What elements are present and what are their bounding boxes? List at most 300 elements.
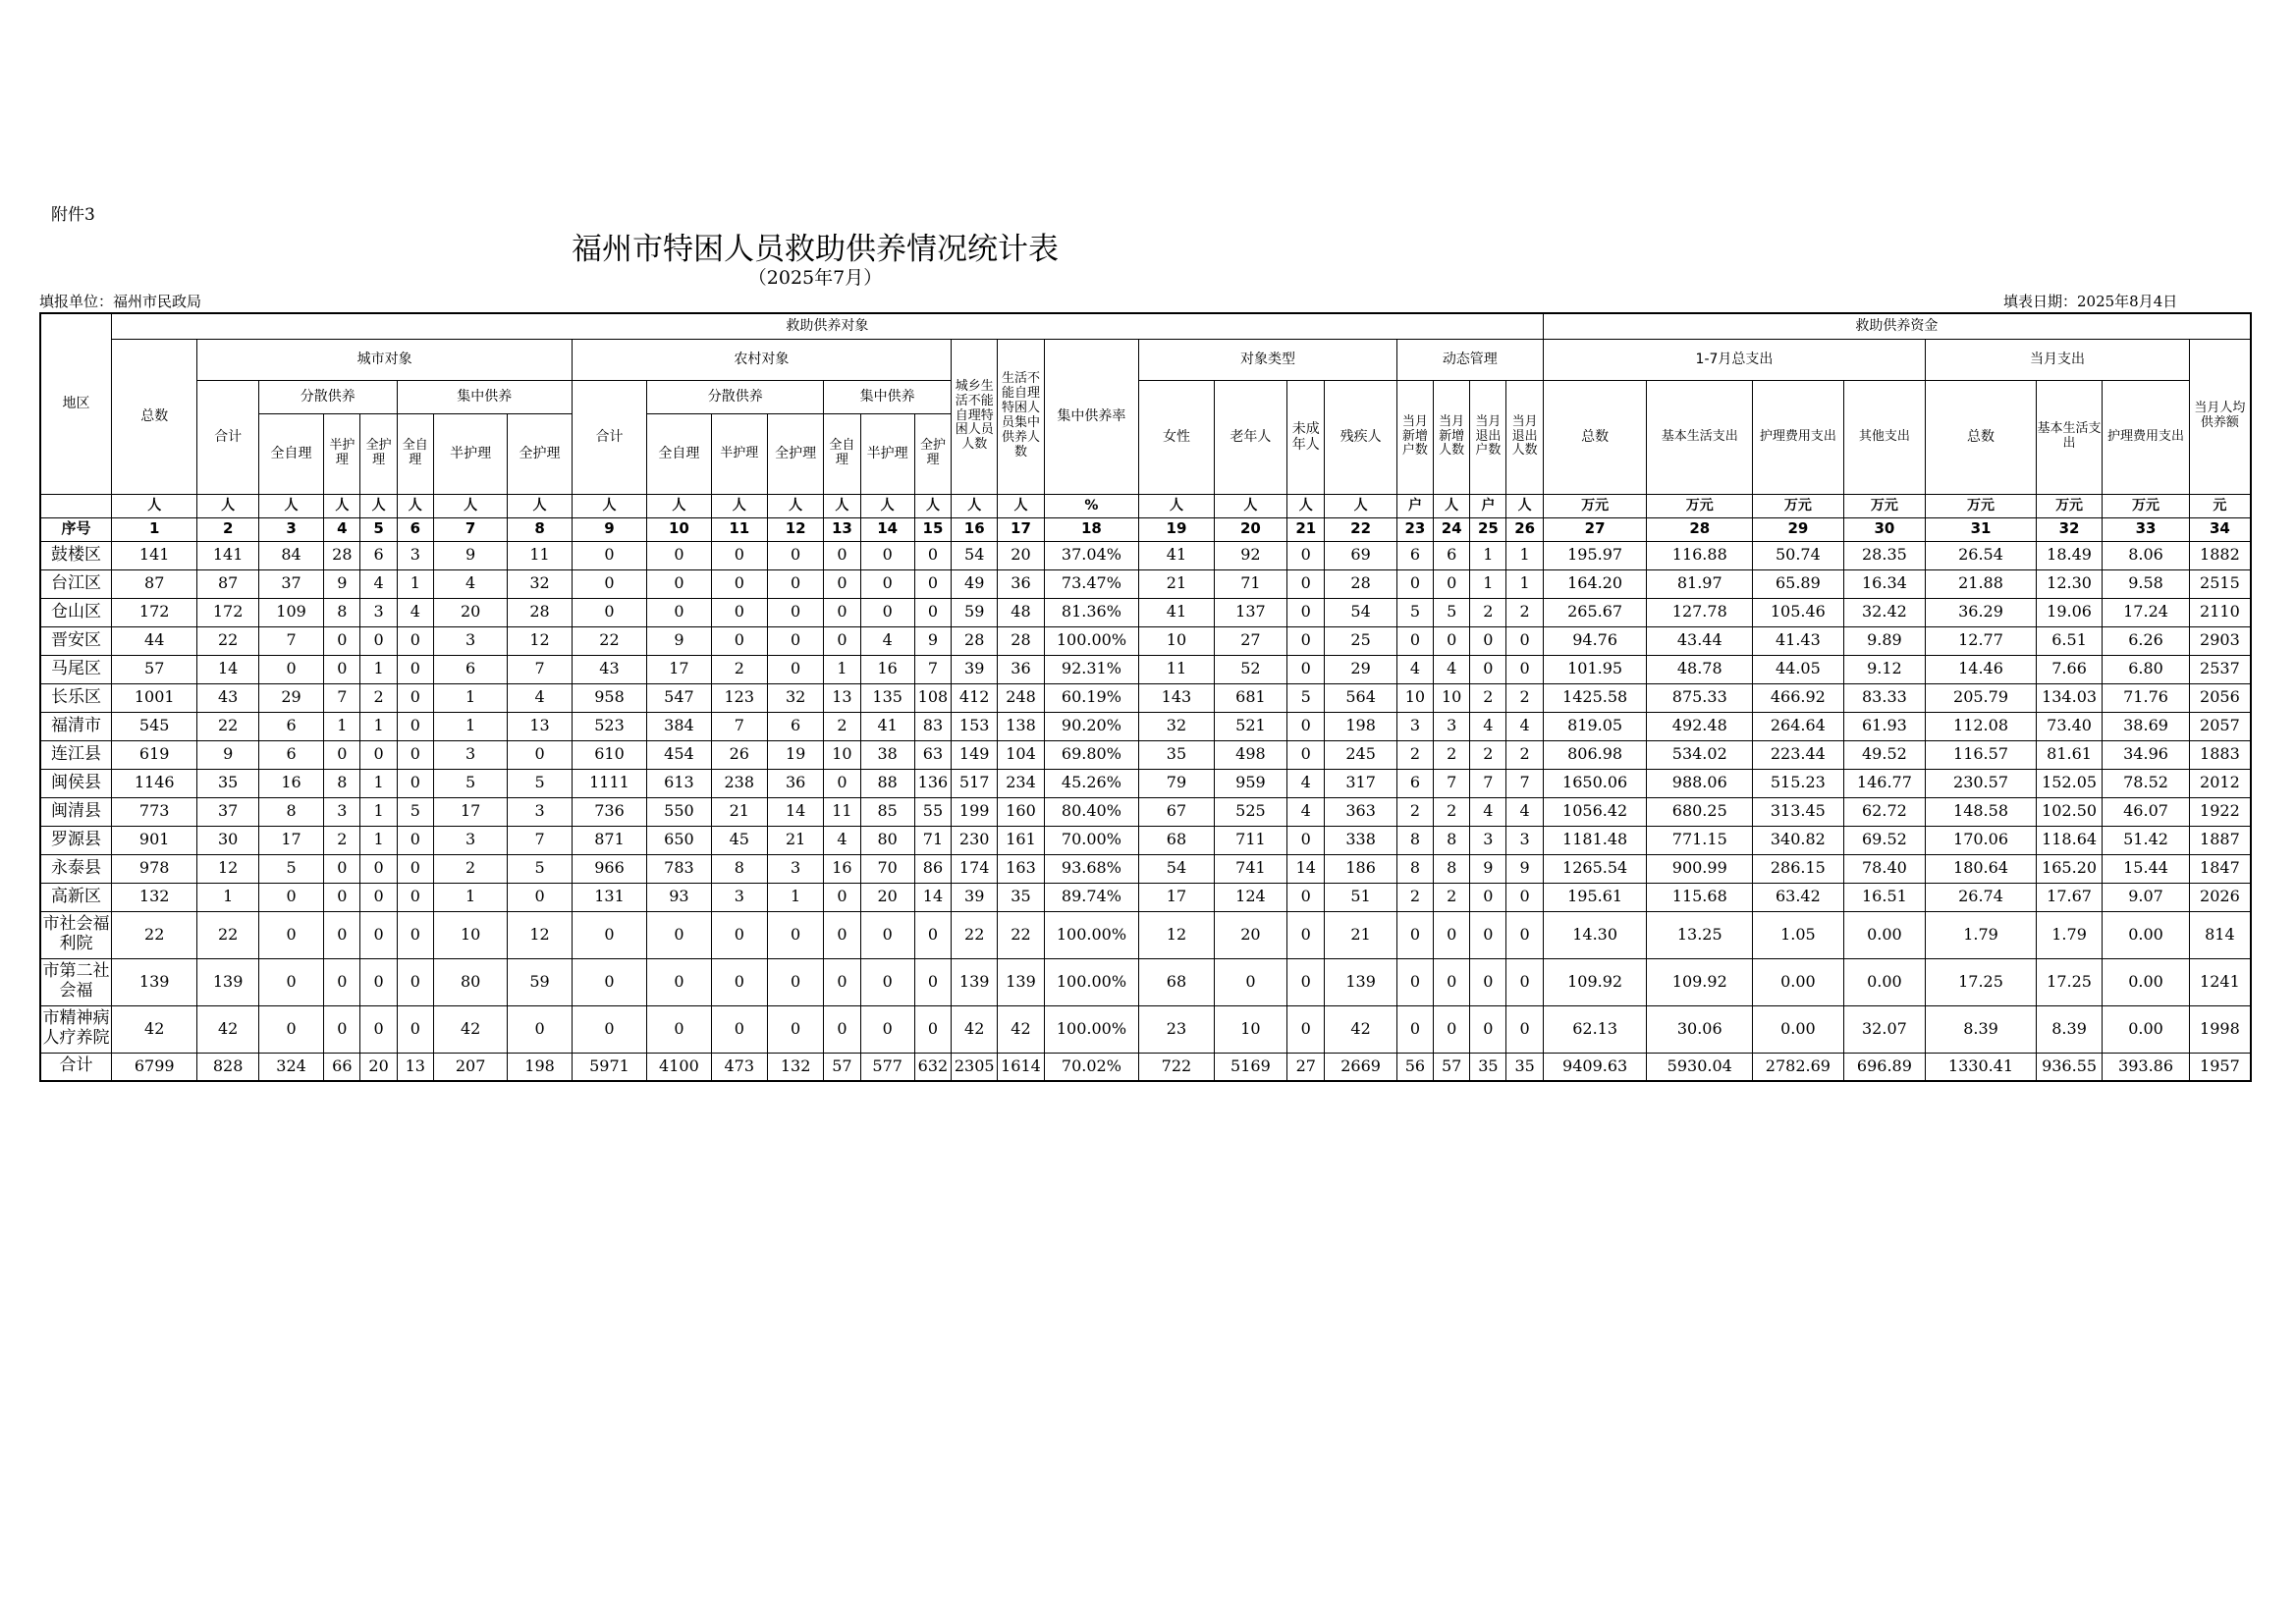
data-cell: 139 bbox=[1325, 958, 1396, 1005]
data-cell: 20 bbox=[860, 883, 914, 911]
data-cell: 1887 bbox=[2189, 826, 2251, 854]
data-cell: 0 bbox=[324, 626, 360, 655]
data-cell: 2110 bbox=[2189, 598, 2251, 626]
data-cell: 205.79 bbox=[1926, 683, 2037, 712]
data-cell: 17.24 bbox=[2103, 598, 2190, 626]
data-cell: 0 bbox=[397, 826, 433, 854]
data-cell: 79 bbox=[1139, 769, 1214, 797]
data-cell: 9 bbox=[1506, 854, 1543, 883]
data-cell: 2 bbox=[1434, 883, 1470, 911]
data-cell: 68 bbox=[1139, 958, 1214, 1005]
data-cell: 412 bbox=[952, 683, 998, 712]
table-row bbox=[40, 740, 2251, 769]
data-cell: 21.88 bbox=[1926, 569, 2037, 598]
data-cell: 28 bbox=[952, 626, 998, 655]
data-cell: 9 bbox=[197, 740, 258, 769]
data-cell: 50.74 bbox=[1753, 541, 1844, 569]
header-urban-central-self: 全自理 bbox=[397, 413, 433, 494]
data-cell: 116.57 bbox=[1926, 740, 2037, 769]
table-row bbox=[40, 541, 2251, 569]
data-cell: 454 bbox=[647, 740, 711, 769]
data-cell: 46.07 bbox=[2103, 797, 2190, 826]
sequence-cell: 24 bbox=[1434, 517, 1470, 541]
data-cell: 21 bbox=[1139, 569, 1214, 598]
data-cell: 0 bbox=[1287, 541, 1325, 569]
data-cell: 13.25 bbox=[1647, 911, 1753, 958]
data-cell: 966 bbox=[572, 854, 646, 883]
header-month-basic: 基本生活支出 bbox=[2036, 380, 2102, 494]
header-rural: 农村对象 bbox=[572, 339, 951, 380]
unit-cell: 人 bbox=[433, 494, 507, 517]
data-cell: 17.25 bbox=[2036, 958, 2102, 1005]
data-cell: 11 bbox=[1139, 655, 1214, 683]
data-cell: 42 bbox=[1325, 1005, 1396, 1053]
data-cell: 28 bbox=[508, 598, 572, 626]
data-cell: 7 bbox=[508, 826, 572, 854]
data-cell: 14 bbox=[197, 655, 258, 683]
data-cell: 68 bbox=[1139, 826, 1214, 854]
unit-cell: 万元 bbox=[1753, 494, 1844, 517]
data-cell: 139 bbox=[998, 958, 1044, 1005]
data-cell: 0 bbox=[1214, 958, 1286, 1005]
data-cell: 6 bbox=[258, 740, 323, 769]
unit-cell: 万元 bbox=[2103, 494, 2190, 517]
table-row bbox=[40, 598, 2251, 626]
data-cell: 141 bbox=[111, 541, 197, 569]
data-cell: 9 bbox=[1470, 854, 1506, 883]
data-cell: 978 bbox=[111, 854, 197, 883]
data-cell: 1.05 bbox=[1753, 911, 1844, 958]
data-cell: 22 bbox=[197, 712, 258, 740]
data-cell: 814 bbox=[2189, 911, 2251, 958]
data-cell: 1 bbox=[1470, 541, 1506, 569]
sequence-cell: 6 bbox=[397, 517, 433, 541]
region-cell: 长乐区 bbox=[40, 683, 111, 712]
data-cell: 88 bbox=[860, 769, 914, 797]
data-cell: 35 bbox=[197, 769, 258, 797]
data-cell: 152.05 bbox=[2036, 769, 2102, 797]
region-cell: 合计 bbox=[40, 1053, 111, 1081]
data-cell: 3 bbox=[767, 854, 823, 883]
data-cell: 958 bbox=[572, 683, 646, 712]
data-cell: 525 bbox=[1214, 797, 1286, 826]
header-col16: 城乡生活不能自理特困人员人数 bbox=[952, 339, 998, 494]
data-cell: 0 bbox=[258, 655, 323, 683]
data-cell: 3 bbox=[1434, 712, 1470, 740]
data-cell: 37 bbox=[258, 569, 323, 598]
table-row bbox=[40, 569, 2251, 598]
data-cell: 313.45 bbox=[1753, 797, 1844, 826]
data-cell: 1922 bbox=[2189, 797, 2251, 826]
unit-cell: 人 bbox=[998, 494, 1044, 517]
data-cell: 0 bbox=[711, 569, 767, 598]
data-cell: 16 bbox=[258, 769, 323, 797]
data-cell: 1650.06 bbox=[1543, 769, 1647, 797]
region-cell: 市精神病人疗养院 bbox=[40, 1005, 111, 1053]
data-cell: 0 bbox=[1434, 626, 1470, 655]
data-cell: 5 bbox=[508, 769, 572, 797]
data-cell: 3 bbox=[711, 883, 767, 911]
data-cell: 195.61 bbox=[1543, 883, 1647, 911]
header-rural-centralized: 集中供养 bbox=[824, 380, 952, 413]
data-cell: 0 bbox=[324, 740, 360, 769]
data-cell: 0 bbox=[767, 1005, 823, 1053]
data-cell: 5 bbox=[1287, 683, 1325, 712]
data-cell: 5 bbox=[1434, 598, 1470, 626]
sequence-cell: 21 bbox=[1287, 517, 1325, 541]
data-cell: 81.36% bbox=[1044, 598, 1139, 626]
data-cell: 0 bbox=[1396, 569, 1433, 598]
data-cell: 80 bbox=[433, 958, 507, 1005]
data-cell: 0 bbox=[360, 626, 397, 655]
data-cell: 44.05 bbox=[1753, 655, 1844, 683]
data-cell: 70 bbox=[860, 854, 914, 883]
data-cell: 80 bbox=[860, 826, 914, 854]
sequence-cell: 26 bbox=[1506, 517, 1543, 541]
data-cell: 84 bbox=[258, 541, 323, 569]
data-cell: 20 bbox=[998, 541, 1044, 569]
data-cell: 16 bbox=[824, 854, 860, 883]
data-cell: 338 bbox=[1325, 826, 1396, 854]
data-cell: 0 bbox=[711, 541, 767, 569]
sequence-cell: 28 bbox=[1647, 517, 1753, 541]
data-cell: 550 bbox=[647, 797, 711, 826]
data-cell: 1998 bbox=[2189, 1005, 2251, 1053]
data-cell: 123 bbox=[711, 683, 767, 712]
data-cell: 8 bbox=[324, 598, 360, 626]
data-cell: 534.02 bbox=[1647, 740, 1753, 769]
unit-cell: 人 bbox=[1434, 494, 1470, 517]
data-cell: 137 bbox=[1214, 598, 1286, 626]
header-rural-central-semi: 半护理 bbox=[860, 413, 914, 494]
data-cell: 1425.58 bbox=[1543, 683, 1647, 712]
data-cell: 1.79 bbox=[1926, 911, 2037, 958]
data-cell: 26.74 bbox=[1926, 883, 2037, 911]
data-cell: 0 bbox=[824, 569, 860, 598]
unit-cell: 元 bbox=[2189, 494, 2251, 517]
data-cell: 0 bbox=[824, 883, 860, 911]
data-cell: 0 bbox=[397, 1005, 433, 1053]
data-cell: 680.25 bbox=[1647, 797, 1753, 826]
sequence-cell: 27 bbox=[1543, 517, 1647, 541]
region-cell: 仓山区 bbox=[40, 598, 111, 626]
data-cell: 1 bbox=[824, 655, 860, 683]
data-cell: 0 bbox=[1396, 1005, 1433, 1053]
data-cell: 136 bbox=[914, 769, 951, 797]
data-cell: 22 bbox=[572, 626, 646, 655]
data-cell: 0 bbox=[824, 769, 860, 797]
fill-unit: 填报单位：福州市民政局 bbox=[39, 293, 202, 310]
data-cell: 0 bbox=[1287, 883, 1325, 911]
data-cell: 0 bbox=[1470, 911, 1506, 958]
data-cell: 138 bbox=[998, 712, 1044, 740]
header-central-rate: 集中供养率 bbox=[1044, 339, 1139, 494]
data-cell: 149 bbox=[952, 740, 998, 769]
data-cell: 0 bbox=[1287, 598, 1325, 626]
header-urban: 城市对象 bbox=[197, 339, 572, 380]
data-cell: 736 bbox=[572, 797, 646, 826]
data-cell: 21 bbox=[1325, 911, 1396, 958]
data-cell: 10 bbox=[433, 911, 507, 958]
data-cell: 0 bbox=[914, 541, 951, 569]
data-cell: 4 bbox=[1470, 712, 1506, 740]
data-cell: 0 bbox=[360, 854, 397, 883]
header-total: 总数 bbox=[111, 339, 197, 494]
data-cell: 45.26% bbox=[1044, 769, 1139, 797]
data-cell: 613 bbox=[647, 769, 711, 797]
data-cell: 0 bbox=[767, 655, 823, 683]
data-cell: 0 bbox=[397, 712, 433, 740]
data-cell: 81.61 bbox=[2036, 740, 2102, 769]
data-cell: 3 bbox=[1396, 712, 1433, 740]
data-cell: 773 bbox=[111, 797, 197, 826]
sequence-cell: 12 bbox=[767, 517, 823, 541]
data-cell: 0.00 bbox=[1843, 958, 1926, 1005]
data-cell: 1 bbox=[433, 683, 507, 712]
header-ytd-other: 其他支出 bbox=[1843, 380, 1926, 494]
data-cell: 32.42 bbox=[1843, 598, 1926, 626]
sequence-cell: 33 bbox=[2103, 517, 2190, 541]
data-cell: 17.67 bbox=[2036, 883, 2102, 911]
data-cell: 7 bbox=[324, 683, 360, 712]
data-cell: 116.88 bbox=[1647, 541, 1753, 569]
data-cell: 135 bbox=[860, 683, 914, 712]
data-cell: 1 bbox=[767, 883, 823, 911]
header-urban-subtotal: 合计 bbox=[197, 380, 258, 494]
data-cell: 62.72 bbox=[1843, 797, 1926, 826]
data-cell: 63.42 bbox=[1753, 883, 1844, 911]
data-cell: 54 bbox=[952, 541, 998, 569]
data-cell: 498 bbox=[1214, 740, 1286, 769]
sequence-cell: 19 bbox=[1139, 517, 1214, 541]
data-cell: 0 bbox=[1506, 883, 1543, 911]
data-cell: 0 bbox=[711, 958, 767, 1005]
data-cell: 198 bbox=[1325, 712, 1396, 740]
data-cell: 1 bbox=[324, 712, 360, 740]
data-cell: 48.78 bbox=[1647, 655, 1753, 683]
unit-cell: 人 bbox=[1287, 494, 1325, 517]
data-cell: 1 bbox=[360, 769, 397, 797]
data-cell: 0 bbox=[397, 911, 433, 958]
table-row bbox=[40, 883, 2251, 911]
header-new-households: 当月新增户数 bbox=[1396, 380, 1433, 494]
data-cell: 16.51 bbox=[1843, 883, 1926, 911]
data-cell: 17 bbox=[1139, 883, 1214, 911]
sequence-cell: 1 bbox=[111, 517, 197, 541]
data-cell: 6.51 bbox=[2036, 626, 2102, 655]
data-cell: 199 bbox=[952, 797, 998, 826]
data-cell: 0 bbox=[324, 911, 360, 958]
data-cell: 245 bbox=[1325, 740, 1396, 769]
data-cell: 1111 bbox=[572, 769, 646, 797]
data-cell: 62.13 bbox=[1543, 1005, 1647, 1053]
header-rural-self: 全自理 bbox=[647, 413, 711, 494]
data-cell: 14 bbox=[767, 797, 823, 826]
data-cell: 6 bbox=[433, 655, 507, 683]
data-cell: 6799 bbox=[111, 1053, 197, 1081]
data-cell: 87 bbox=[111, 569, 197, 598]
data-cell: 7 bbox=[711, 712, 767, 740]
data-cell: 6 bbox=[1396, 769, 1433, 797]
data-cell: 0 bbox=[397, 626, 433, 655]
data-cell: 0 bbox=[1396, 626, 1433, 655]
data-cell: 94.76 bbox=[1543, 626, 1647, 655]
data-cell: 48 bbox=[998, 598, 1044, 626]
data-cell: 81.97 bbox=[1647, 569, 1753, 598]
data-cell: 0 bbox=[360, 1005, 397, 1053]
header-disabled: 残疾人 bbox=[1325, 380, 1396, 494]
data-cell: 100.00% bbox=[1044, 626, 1139, 655]
unit-cell: 人 bbox=[1325, 494, 1396, 517]
data-cell: 71 bbox=[1214, 569, 1286, 598]
data-cell: 127.78 bbox=[1647, 598, 1753, 626]
header-rural-subtotal: 合计 bbox=[572, 380, 646, 494]
data-cell: 2 bbox=[1506, 683, 1543, 712]
data-cell: 4 bbox=[360, 569, 397, 598]
data-cell: 14 bbox=[1287, 854, 1325, 883]
data-cell: 632 bbox=[914, 1053, 951, 1081]
data-cell: 5 bbox=[258, 854, 323, 883]
data-cell: 22 bbox=[952, 911, 998, 958]
data-cell: 23 bbox=[1139, 1005, 1214, 1053]
data-cell: 2782.69 bbox=[1753, 1053, 1844, 1081]
sequence-cell: 22 bbox=[1325, 517, 1396, 541]
data-cell: 771.15 bbox=[1647, 826, 1753, 854]
data-cell: 900.99 bbox=[1647, 854, 1753, 883]
data-cell: 230 bbox=[952, 826, 998, 854]
sequence-cell: 14 bbox=[860, 517, 914, 541]
data-cell: 139 bbox=[111, 958, 197, 1005]
header-ytd-care: 护理费用支出 bbox=[1753, 380, 1844, 494]
data-cell: 29 bbox=[1325, 655, 1396, 683]
data-cell: 109.92 bbox=[1647, 958, 1753, 1005]
data-cell: 0 bbox=[767, 541, 823, 569]
header-dynamic: 动态管理 bbox=[1396, 339, 1543, 380]
data-cell: 8 bbox=[324, 769, 360, 797]
data-cell: 517 bbox=[952, 769, 998, 797]
data-cell: 42 bbox=[433, 1005, 507, 1053]
data-cell: 131 bbox=[572, 883, 646, 911]
data-cell: 61.93 bbox=[1843, 712, 1926, 740]
data-cell: 7 bbox=[1470, 769, 1506, 797]
data-cell: 0 bbox=[360, 740, 397, 769]
data-cell: 55 bbox=[914, 797, 951, 826]
data-cell: 134.03 bbox=[2036, 683, 2102, 712]
data-cell: 875.33 bbox=[1647, 683, 1753, 712]
data-cell: 2026 bbox=[2189, 883, 2251, 911]
data-cell: 1 bbox=[1470, 569, 1506, 598]
unit-cell: 万元 bbox=[1543, 494, 1647, 517]
data-cell: 0 bbox=[397, 683, 433, 712]
header-month-care: 护理费用支出 bbox=[2103, 380, 2190, 494]
table-row bbox=[40, 826, 2251, 854]
data-cell: 0 bbox=[1287, 655, 1325, 683]
table-row bbox=[40, 958, 2251, 1005]
data-cell: 36 bbox=[998, 569, 1044, 598]
data-cell: 696.89 bbox=[1843, 1053, 1926, 1081]
data-cell: 0 bbox=[572, 598, 646, 626]
data-cell: 101.95 bbox=[1543, 655, 1647, 683]
data-cell: 28 bbox=[1325, 569, 1396, 598]
data-cell: 51.42 bbox=[2103, 826, 2190, 854]
data-cell: 90.20% bbox=[1044, 712, 1139, 740]
data-cell: 118.64 bbox=[2036, 826, 2102, 854]
data-cell: 2305 bbox=[952, 1053, 998, 1081]
data-cell: 2 bbox=[1434, 797, 1470, 826]
data-cell: 8 bbox=[711, 854, 767, 883]
data-cell: 0 bbox=[258, 958, 323, 1005]
data-cell: 3 bbox=[433, 626, 507, 655]
data-cell: 1 bbox=[197, 883, 258, 911]
header-objects-group: 救助供养对象 bbox=[111, 313, 1543, 339]
data-cell: 6.26 bbox=[2103, 626, 2190, 655]
data-cell: 161 bbox=[998, 826, 1044, 854]
data-cell: 35 bbox=[998, 883, 1044, 911]
data-cell: 363 bbox=[1325, 797, 1396, 826]
data-cell: 195.97 bbox=[1543, 541, 1647, 569]
header-elderly: 老年人 bbox=[1214, 380, 1286, 494]
data-cell: 7 bbox=[508, 655, 572, 683]
data-cell: 1883 bbox=[2189, 740, 2251, 769]
unit-cell: 人 bbox=[767, 494, 823, 517]
data-cell: 4 bbox=[397, 598, 433, 626]
data-cell: 783 bbox=[647, 854, 711, 883]
region-cell: 台江区 bbox=[40, 569, 111, 598]
data-cell: 41 bbox=[860, 712, 914, 740]
data-cell: 12.30 bbox=[2036, 569, 2102, 598]
sequence-cell: 23 bbox=[1396, 517, 1433, 541]
data-cell: 234 bbox=[998, 769, 1044, 797]
data-cell: 0 bbox=[914, 598, 951, 626]
fill-date: 填表日期：2025年8月4日 bbox=[2003, 293, 2178, 310]
data-cell: 73.40 bbox=[2036, 712, 2102, 740]
data-cell: 89.74% bbox=[1044, 883, 1139, 911]
data-cell: 153 bbox=[952, 712, 998, 740]
data-cell: 286.15 bbox=[1753, 854, 1844, 883]
header-urban-central-full: 全护理 bbox=[508, 413, 572, 494]
data-cell: 0.00 bbox=[1753, 1005, 1844, 1053]
data-cell: 1 bbox=[360, 797, 397, 826]
data-cell: 2515 bbox=[2189, 569, 2251, 598]
unit-cell: 人 bbox=[197, 494, 258, 517]
unit-cell: 人 bbox=[324, 494, 360, 517]
table-row bbox=[40, 1005, 2251, 1053]
data-cell: 41 bbox=[1139, 598, 1214, 626]
data-cell: 0 bbox=[1506, 911, 1543, 958]
data-cell: 10 bbox=[824, 740, 860, 769]
data-cell: 515.23 bbox=[1753, 769, 1844, 797]
data-cell: 393.86 bbox=[2103, 1053, 2190, 1081]
data-cell: 21 bbox=[767, 826, 823, 854]
sequence-cell: 5 bbox=[360, 517, 397, 541]
region-cell: 连江县 bbox=[40, 740, 111, 769]
header-ytd-total: 总数 bbox=[1543, 380, 1647, 494]
header-urban-dispersed-full: 全护理 bbox=[360, 413, 397, 494]
sequence-cell: 18 bbox=[1044, 517, 1139, 541]
data-cell: 0 bbox=[824, 626, 860, 655]
data-cell: 38.69 bbox=[2103, 712, 2190, 740]
data-cell: 9.58 bbox=[2103, 569, 2190, 598]
data-cell: 207 bbox=[433, 1053, 507, 1081]
data-cell: 0 bbox=[860, 569, 914, 598]
data-cell: 0 bbox=[572, 1005, 646, 1053]
sequence-cell: 10 bbox=[647, 517, 711, 541]
data-cell: 148.58 bbox=[1926, 797, 2037, 826]
data-cell: 28.35 bbox=[1843, 541, 1926, 569]
data-cell: 22 bbox=[998, 911, 1044, 958]
data-cell: 57 bbox=[1434, 1053, 1470, 1081]
data-cell: 93.68% bbox=[1044, 854, 1139, 883]
